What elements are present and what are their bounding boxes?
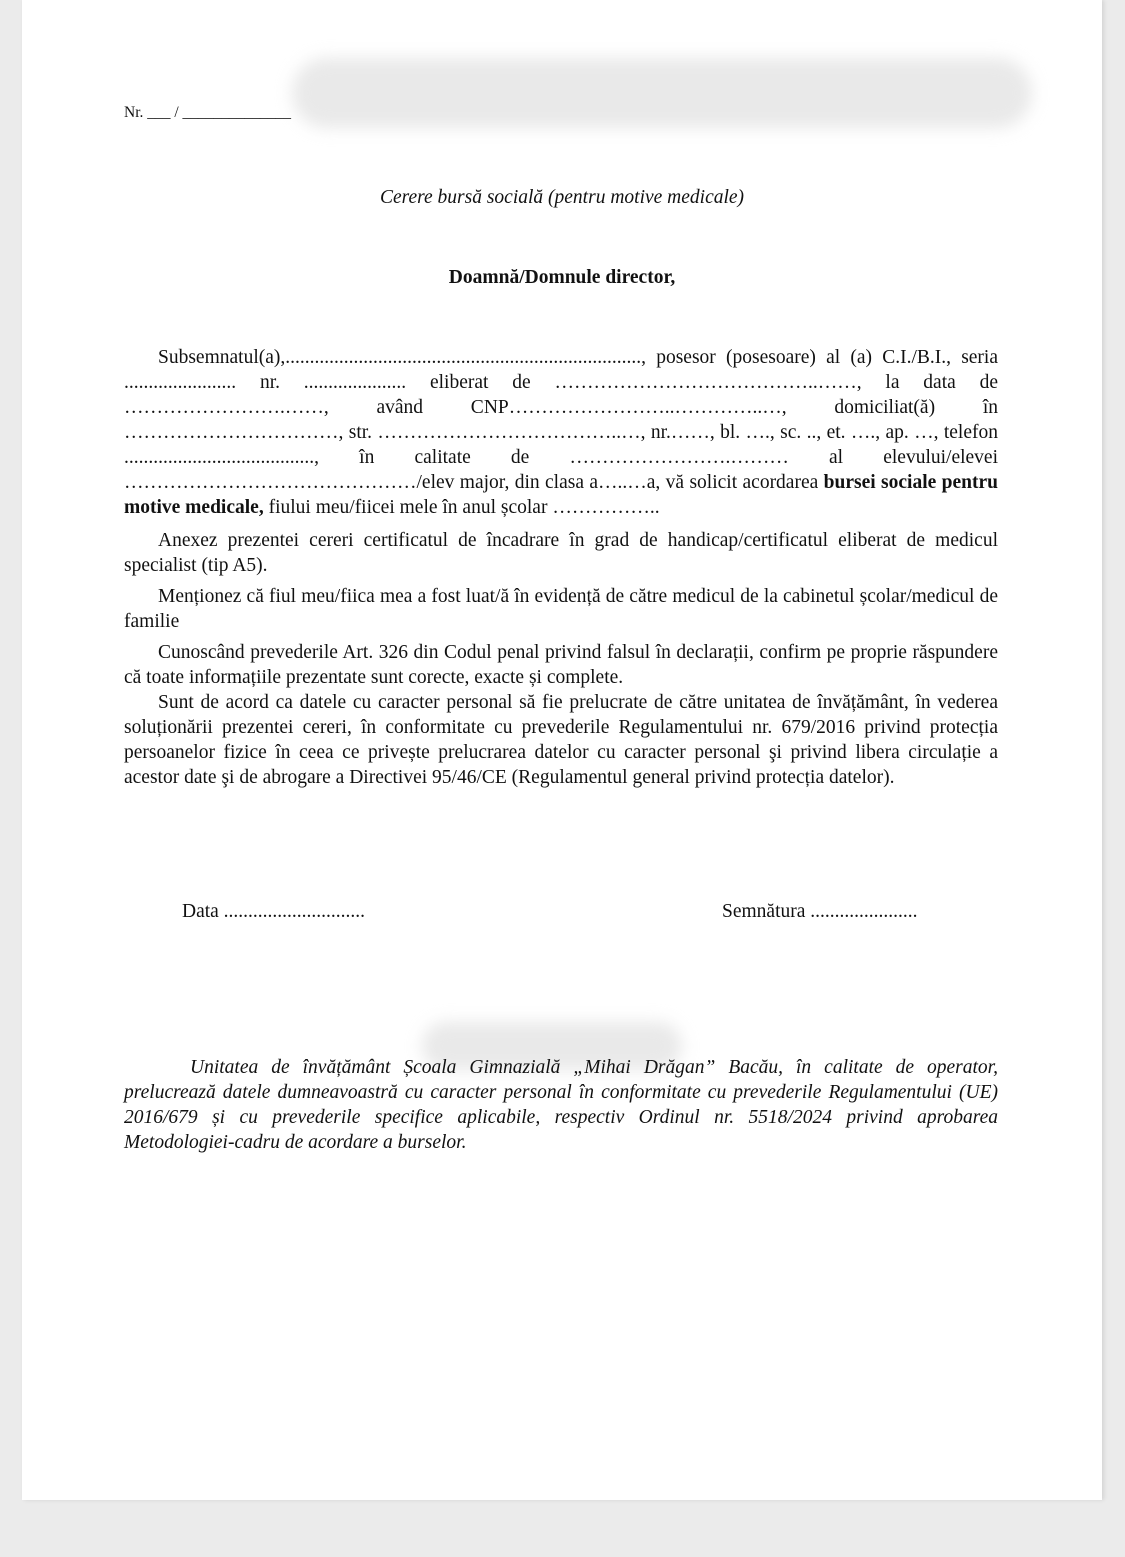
gdpr-footer-text: Unitatea de învățământ Școala Gimnazială „Mihai Drăgan” Bacău, în calitate de operator, prelucrează datele dumneavoastră cu caracter personal în conformitate cu prevederile Regulamentului (UE) 2016/679 și cu prevederile specifice aplicabile, respectiv Ordinul nr. 5518/2024 privind aprobarea Metodologiei-cadru de acordare a burselor.: [124, 1057, 998, 1153]
registration-number: Nr. ___ / ______________: [124, 104, 292, 121]
document-title: Cerere bursă socială (pentru motive medicale): [379, 187, 745, 208]
document-page: [22, 0, 1102, 1500]
request-body: [124, 345, 998, 790]
data-consent-paragraph: Sunt de acord ca datele cu caracter personal să fie prelucrate de către unitatea de învățământ, în vederea soluționării prezentei cereri, în conformitate cu prevederile Regulamentului nr. 679/2016 privind protecția persoanelor fizice în ceea ce privește prelucrarea datelor cu caracter personal şi privind libera circulație a acestor date şi de abrogare a Directivei 95/46/CE (Regulamentul general privind protecția datelor).: [124, 692, 998, 788]
salutation: Doamnă/Domnule director,: [448, 267, 676, 288]
scholarship-type-bold: bursei sociale pentru motive medicale,: [124, 472, 998, 518]
signature-field: Semnătura ......................: [722, 901, 918, 922]
redacted-header-school-name: [292, 58, 1032, 128]
penal-code-paragraph: Cunoscând prevederile Art. 326 din Codul penal privind falsul în declarații, confirm pe proprie răspundere că toate informațiile prezentate sunt corecte, exacte și complete.: [124, 642, 998, 688]
applicant-details-text: Subsemnatul(a),........................................................................., posesor (posesoare) al (a) C.I./B.I., seria ....................... nr. ..................... eliberat de …………………………………..……, la data de …………………….……, având CNP……………………..…………..…, domiciliat(ă) în ……………………………, str. ………………………………..…, nr.……, bl. …., sc. .., et. …., ap. …, telefon ......................................., în calitate de …………………….……… al elevului/elevei ………………………………………/elev major, din clasa a…..…a, vă solicit acordarea: [124, 347, 998, 493]
medical-record-paragraph: Menționez că fiul meu/fiica mea a fost luat/ă în evidență de către medicul de la cabinetul școlar/medicul de familie: [124, 586, 998, 632]
applicant-details-paragraph: [124, 345, 998, 520]
date-field: Data .............................: [182, 901, 366, 922]
school-year-text: fiului meu/fiicei mele în anul școlar ……………..: [263, 497, 660, 518]
gdpr-footer-note: [124, 1055, 998, 1155]
annex-paragraph: Anexez prezentei cereri certificatul de încadrare în grad de handicap/certificatul eliberat de medicul specialist (tip A5).: [124, 530, 998, 576]
